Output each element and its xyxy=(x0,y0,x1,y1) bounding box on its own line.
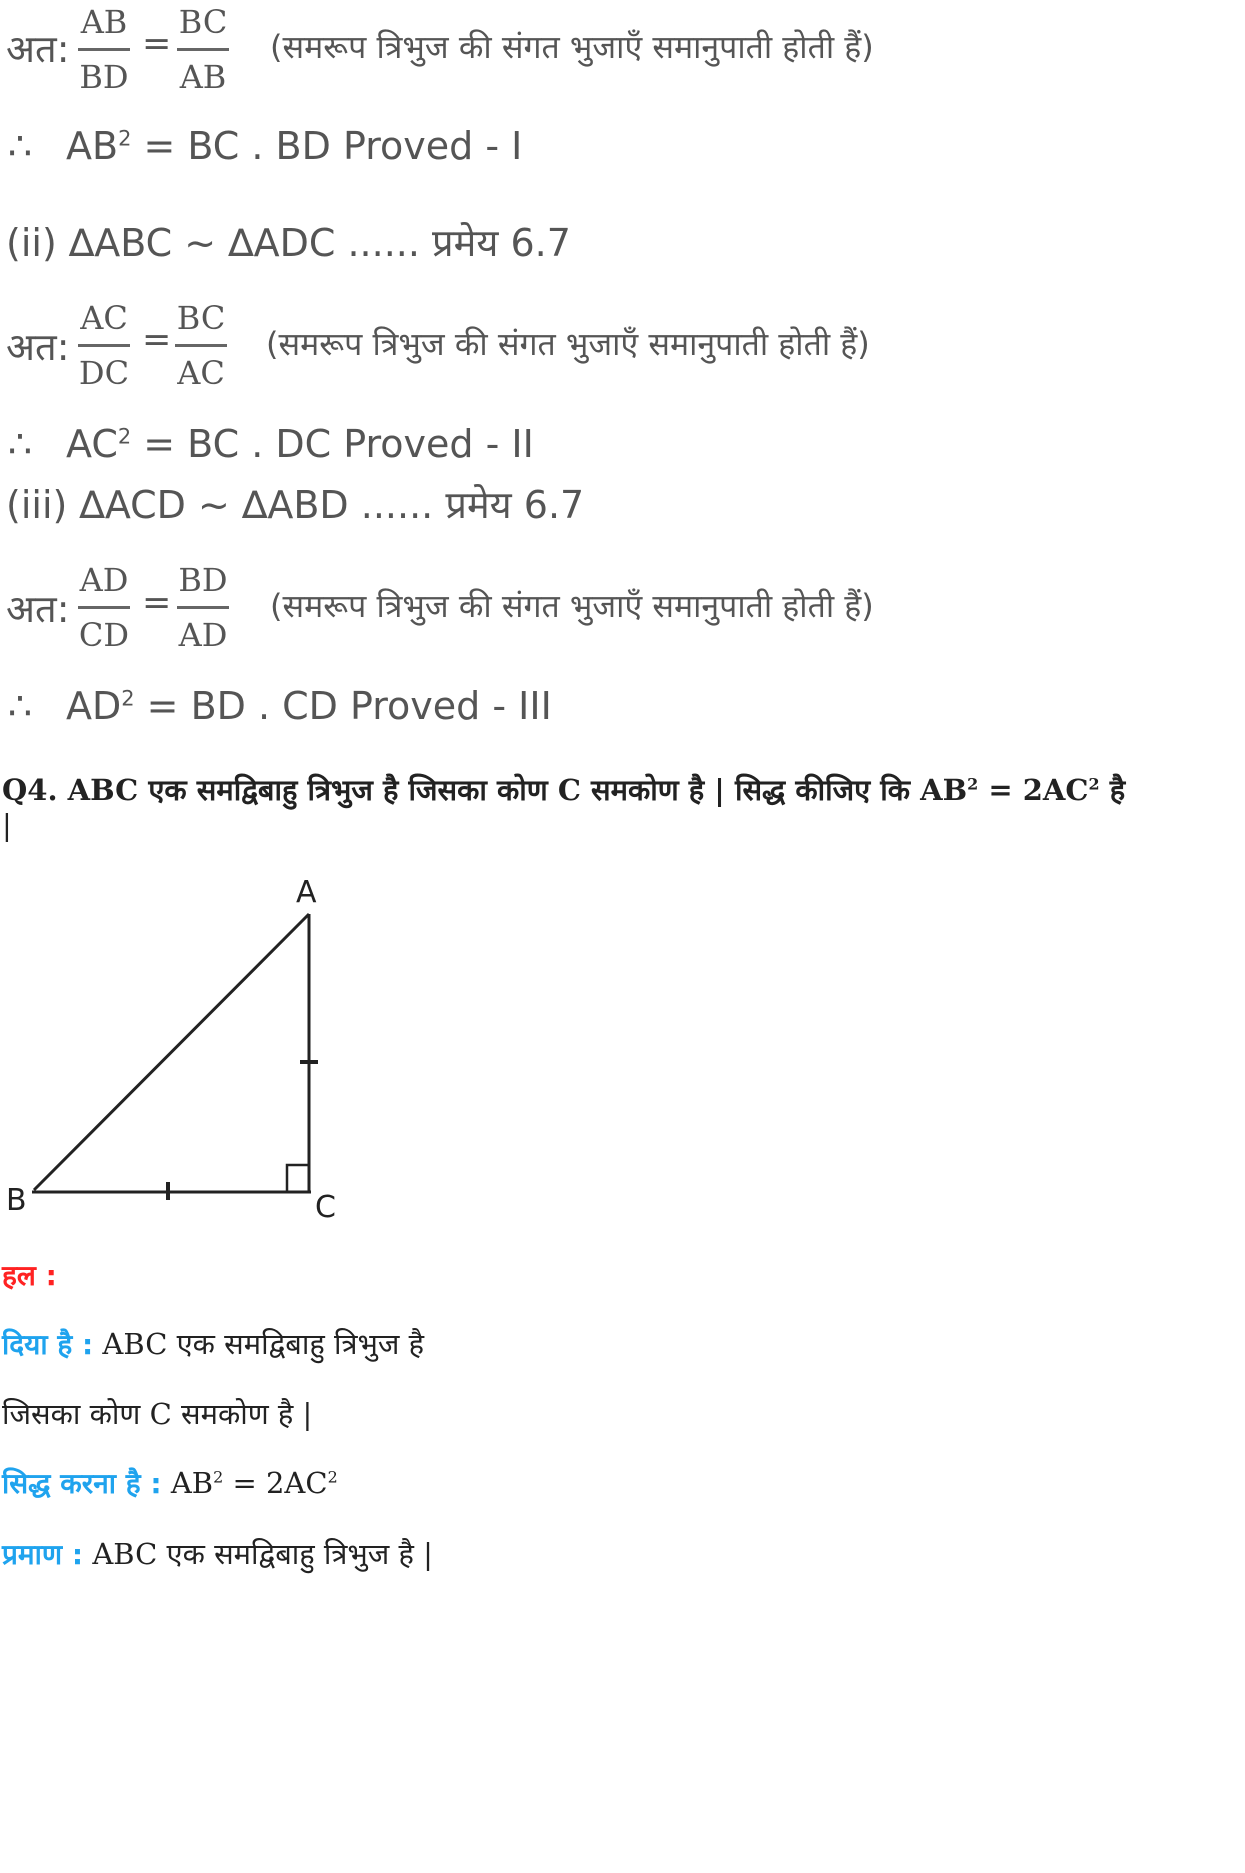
denominator: CD xyxy=(78,616,130,654)
solution-label: हल : xyxy=(2,1259,57,1292)
given-line-2: जिसका कोण C समकोण है | xyxy=(2,1397,313,1431)
numerator: BC xyxy=(178,3,228,41)
result-ac-squared xyxy=(66,422,534,466)
equals-sign: = xyxy=(142,320,172,360)
exponent: 2 xyxy=(117,424,132,449)
prefix-atah-2: अत: xyxy=(6,325,70,369)
fraction-ac-dc xyxy=(78,296,130,395)
numerator: BC xyxy=(176,299,226,337)
fraction-bd-ad xyxy=(177,558,229,657)
rhs: = BC . DC Proved - II xyxy=(143,422,534,466)
similarity-note: (समरूप त्रिभुज की संगत भुजाएँ समानुपाती होती हैं) xyxy=(270,28,874,66)
rhs: = BC . BD Proved - I xyxy=(143,124,523,168)
denominator: AB xyxy=(179,58,227,96)
fraction-bar xyxy=(78,606,130,609)
fraction-bar xyxy=(175,344,227,347)
vertex-label-c: C xyxy=(315,1190,336,1225)
exponent: 2 xyxy=(121,686,135,711)
result-ab-squared xyxy=(66,124,522,168)
fraction-ad-cd xyxy=(78,558,130,657)
fraction-bc-ab xyxy=(177,0,229,99)
similarity-note: (समरूप त्रिभुज की संगत भुजाएँ समानुपाती होती हैं) xyxy=(270,587,874,625)
denominator: AD xyxy=(178,616,228,654)
triangle-figure xyxy=(0,860,360,1240)
q4-exp-1: 2 xyxy=(967,774,979,794)
prefix-atah-3: अत: xyxy=(6,587,70,631)
to-prove-label: सिद्ध करना है : xyxy=(2,1467,162,1500)
vertex-label-a: A xyxy=(296,875,317,910)
denominator: DC xyxy=(78,354,130,392)
right-angle-marker xyxy=(287,1165,309,1192)
lhs: AC xyxy=(66,422,118,466)
to-prove-exp-2: 2 xyxy=(327,1467,338,1487)
result-ad-squared xyxy=(66,684,552,728)
q4-text-2: = 2AC xyxy=(978,773,1089,807)
question-4 xyxy=(2,770,1125,809)
denominator: AC xyxy=(177,354,225,392)
equals-sign: = xyxy=(142,583,172,623)
numerator: AC xyxy=(80,299,128,337)
q4-exp-2: 2 xyxy=(1088,774,1100,794)
numerator: AD xyxy=(79,561,129,599)
q4-text-1: Q4. ABC एक समद्विबाहु त्रिभुज है जिसका कोण C समकोण है | सिद्ध कीजिए कि AB xyxy=(2,773,968,807)
therefore-symbol: ∴ xyxy=(8,684,33,728)
similarity-iii: (iii) ∆ACD ~ ∆ABD ...... प्रमेय 6.7 xyxy=(6,483,585,527)
vertex-label-b: B xyxy=(6,1183,27,1218)
q4-text-3: है xyxy=(1099,773,1126,807)
given-label: दिया है : xyxy=(2,1328,94,1361)
lhs: AB xyxy=(66,124,119,168)
given-line xyxy=(2,1324,424,1363)
fraction-bar xyxy=(177,606,229,609)
to-prove-line xyxy=(2,1464,338,1502)
proof-text: ABC एक समद्विबाहु त्रिभुज है | xyxy=(83,1537,433,1571)
numerator: BD xyxy=(178,561,228,599)
question-4-end: | xyxy=(2,808,12,842)
similarity-ii: (ii) ∆ABC ~ ∆ADC ...... प्रमेय 6.7 xyxy=(6,221,571,265)
to-prove-text-2: = 2AC xyxy=(223,1466,328,1500)
rhs: = BD . CD Proved - III xyxy=(146,684,552,728)
therefore-symbol: ∴ xyxy=(8,422,33,466)
prefix-atah-1: अत: xyxy=(6,27,70,71)
equals-sign: = xyxy=(142,24,172,64)
exponent: 2 xyxy=(118,126,132,151)
therefore-symbol: ∴ xyxy=(8,124,33,168)
given-text: ABC एक समद्विबाहु त्रिभुज है xyxy=(93,1327,424,1361)
denominator: BD xyxy=(79,58,129,96)
to-prove-exp-1: 2 xyxy=(213,1467,224,1487)
fraction-bar xyxy=(78,48,130,51)
fraction-bar xyxy=(78,344,130,347)
numerator: AB xyxy=(80,3,128,41)
fraction-bc-ac xyxy=(175,296,227,395)
similarity-note: (समरूप त्रिभुज की संगत भुजाएँ समानुपाती होती हैं) xyxy=(266,325,870,363)
side-ab xyxy=(34,914,309,1190)
proof-line xyxy=(2,1534,433,1573)
fraction-ab-bd xyxy=(78,0,130,99)
lhs: AD xyxy=(66,684,122,728)
fraction-bar xyxy=(177,48,229,51)
proof-label: प्रमाण : xyxy=(2,1538,84,1571)
to-prove-text-1: AB xyxy=(161,1466,214,1500)
